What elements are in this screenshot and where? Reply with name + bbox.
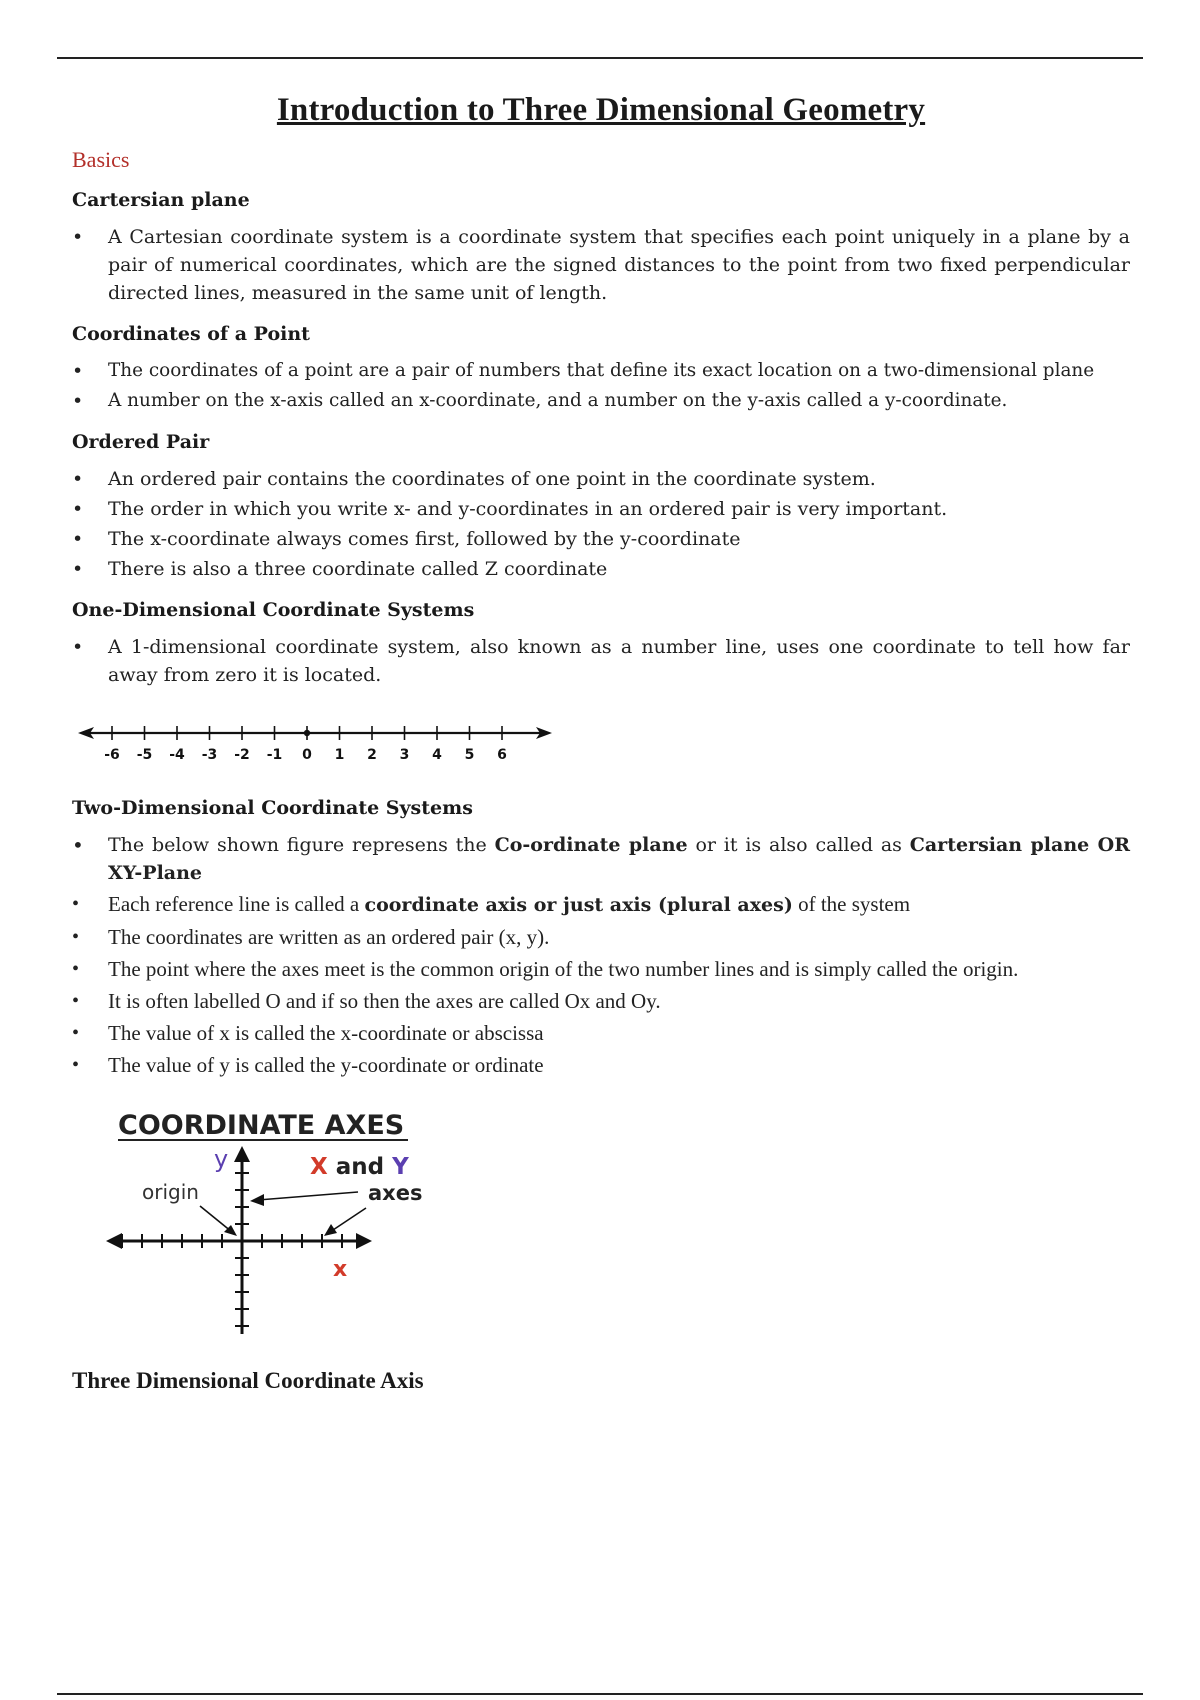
number-line-figure	[72, 719, 572, 769]
list-item: • The point where the axes meet is the common origin of the two number lines and is simply called the origin.	[72, 954, 1130, 984]
axes-caption-line1	[310, 1154, 409, 1180]
number-line-label: 4	[432, 747, 442, 763]
number-line-label: 6	[497, 747, 507, 763]
two-dim-list	[72, 831, 1130, 1080]
list-item: • The coordinates are written as an ordered pair (x, y).	[72, 922, 1130, 952]
list-item: • A Cartesian coordinate system is a coordinate system that specifies each point uniquely in a plane by a pair of numerical coordinates, which are the signed distances to the point from two fixed perpendicular directed lines, measured in the same unit of length.	[72, 223, 1130, 307]
bold-text: Cartersian plane OR XY-Plane	[108, 834, 1130, 884]
and-word: and	[335, 1154, 385, 1180]
number-line-label: 3	[399, 747, 410, 763]
document-body	[72, 92, 1130, 1406]
number-line-label: -6	[104, 747, 120, 763]
heading-one-dimensional: One-Dimensional Coordinate Systems	[72, 599, 475, 621]
list-item: • The value of y is called the y-coordinate or ordinate	[72, 1050, 1130, 1080]
number-line-label: -3	[201, 747, 218, 763]
origin-pointer	[200, 1206, 232, 1232]
number-line-label: 5	[464, 747, 475, 763]
list-item: • There is also a three coordinate called Z coordinate	[72, 555, 1130, 583]
list-item: • It is often labelled O and if so then the axes are called Ox and Oy.	[72, 986, 1130, 1016]
x-right-arrow-icon	[356, 1233, 372, 1249]
number-line-label: -4	[169, 747, 185, 763]
y-pointer-arrow-icon	[250, 1194, 264, 1206]
bold-text: Co-ordinate plane	[494, 834, 688, 856]
list-item: • The x-coordinate always comes first, followed by the y-coordinate	[72, 525, 1130, 553]
number-line-label: -2	[234, 747, 250, 763]
text-run: of the system	[792, 892, 911, 916]
number-line-labels	[104, 747, 507, 763]
top-rule	[57, 57, 1143, 59]
ordered-pair-list	[72, 465, 1130, 583]
number-line-label: 1	[334, 747, 345, 763]
list-item	[72, 889, 1130, 920]
coordinate-axes-figure	[92, 1104, 452, 1344]
origin-label: origin	[142, 1180, 199, 1204]
x-axis-pointer	[330, 1208, 366, 1232]
coordinates-list	[72, 357, 1130, 415]
x-word: X	[310, 1154, 328, 1180]
number-line-label: -1	[266, 747, 283, 763]
y-arrow-icon	[234, 1146, 250, 1162]
zero-point-dot	[304, 730, 310, 736]
cartesian-list	[72, 223, 1130, 307]
heading-three-dimensional: Three Dimensional Coordinate Axis	[72, 1368, 424, 1393]
section-basics: Basics	[72, 147, 130, 172]
heading-ordered-pair: Ordered Pair	[72, 431, 210, 453]
y-axis-pointer	[258, 1192, 358, 1200]
heading-cartesian-plane: Cartersian plane	[72, 189, 250, 211]
list-item: • An ordered pair contains the coordinates of one point in the coordinate system.	[72, 465, 1130, 493]
figure-title: COORDINATE AXES	[118, 1110, 405, 1141]
list-item: • A 1-dimensional coordinate system, also known as a number line, uses one coordinate to tell how far away from zero it is located.	[72, 633, 1130, 689]
number-line-label: -5	[136, 747, 153, 763]
number-line-label: 0	[302, 747, 312, 763]
heading-two-dimensional: Two-Dimensional Coordinate Systems	[72, 797, 473, 819]
x-pointer-arrow-icon	[324, 1224, 337, 1236]
one-dim-list	[72, 633, 1130, 689]
list-item: • The order in which you write x- and y-coordinates in an ordered pair is very important.	[72, 495, 1130, 523]
list-item	[72, 831, 1130, 887]
bold-text: coordinate axis or just axis (plural axes)	[364, 894, 793, 916]
y-word: Y	[392, 1154, 409, 1180]
text-run: or it is also called as	[687, 834, 910, 856]
text-run: Each reference line is called a	[108, 892, 365, 916]
list-item: • A number on the x-axis called an x-coordinate, and a number on the y-axis called a y-coordinate.	[72, 387, 1130, 415]
list-item: • The coordinates of a point are a pair of numbers that define its exact location on a two-dimensional plane	[72, 357, 1130, 385]
list-item: • The value of x is called the x-coordinate or abscissa	[72, 1018, 1130, 1048]
x-left-arrow-icon	[106, 1233, 122, 1249]
page-title: Introduction to Three Dimensional Geometry	[276, 92, 926, 128]
y-axis-label: y	[214, 1145, 229, 1173]
number-line-label: 2	[367, 747, 377, 763]
x-axis-label: x	[333, 1257, 348, 1282]
axes-caption-line2: axes	[368, 1181, 423, 1205]
text-run: The below shown figure represens the	[108, 834, 495, 856]
bottom-rule	[57, 1693, 1143, 1695]
heading-coordinates-of-point: Coordinates of a Point	[72, 323, 310, 345]
